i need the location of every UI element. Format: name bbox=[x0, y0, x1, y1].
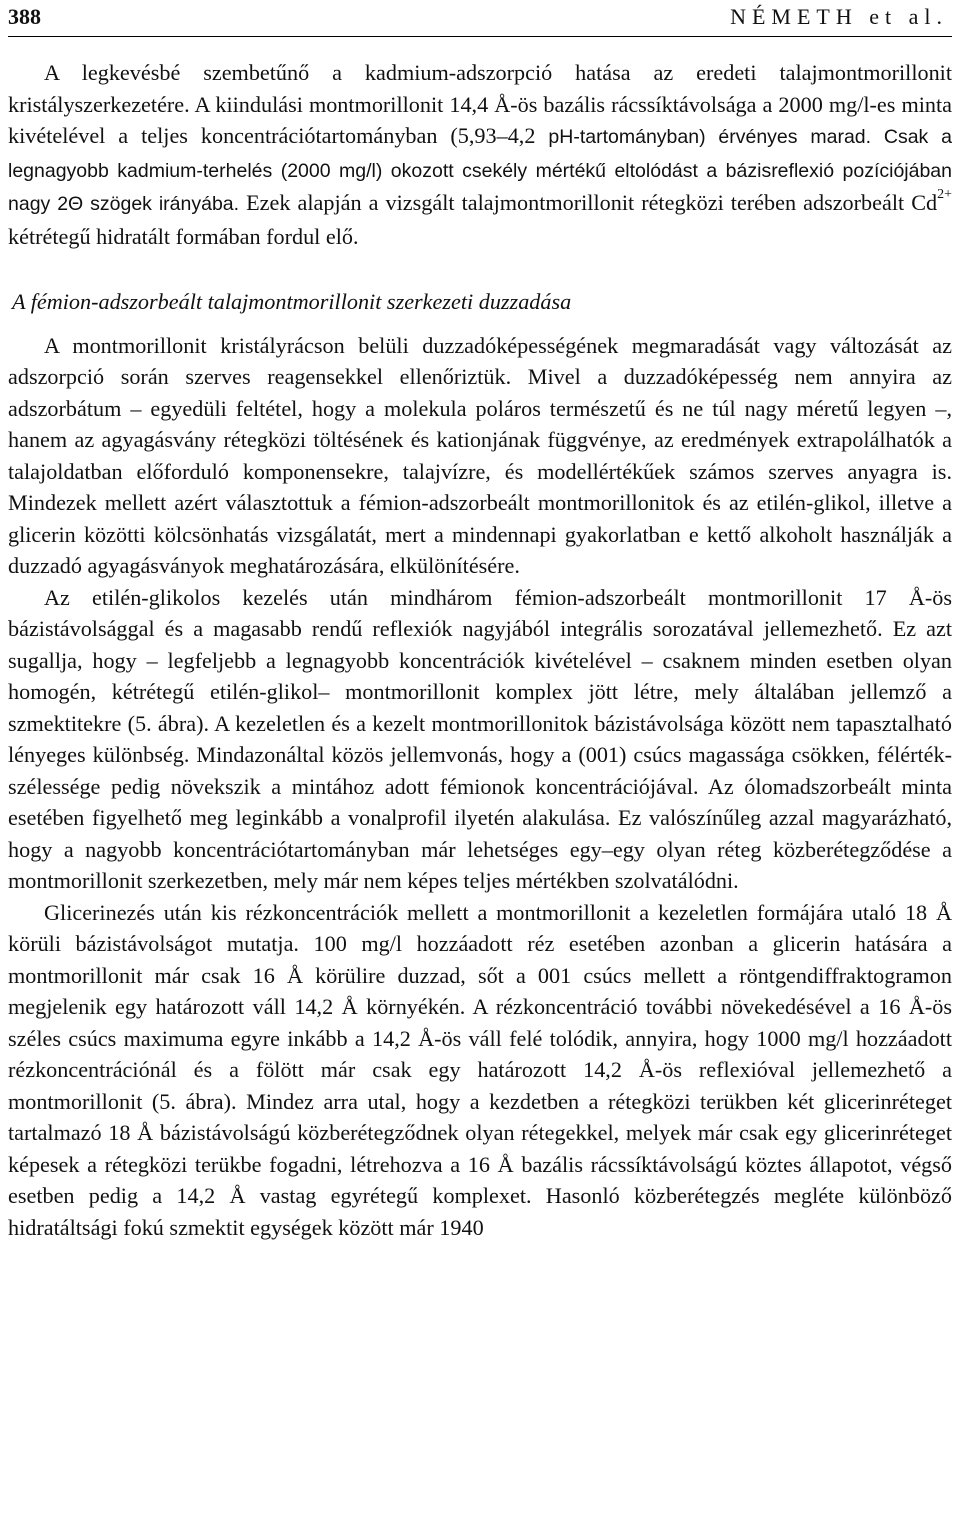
paragraph-3: Az etilén-glikolos kezelés után mindhárom fémion-adszorbeált montmorillonit 17 Å-ös bázistávolsággal és a magasabb rendű reflexiók nagyjából integrális sorozatával jellemezhető. Ez azt sugallja, hogy – legfeljebb a legnagyobb koncentrációk kivételével – csaknem minden esetben olyan homogén, kétrétegű etilén-glikol– montmorillonit komplex jött létre, mely általában jellemző a szmektitekre (5. ábra). A kezeletlen és a kezelt montmorillonitok bázistávolsága között nem tapasztalható lényeges különbség. Mindazonáltal közös jellemvonás, hogy a (001) csúcs magassága csökken, félérték-szélessége pedig növekszik a mintához adott fémionok koncentrációjával. Az ólomadszorbeált minta esetében figyelhető meg leginkább a vonalprofil ilyetén alakulása. Ez valószínűleg azzal magyarázható, hogy a nagyobb koncentrációtartományban már lehetséges egy–egy olyan réteg közberétegződése a montmorillonit szerkezetben, mely már nem képes teljes mértékben szolvatálódni. bbox=[8, 584, 952, 893]
paragraph-4: Glicerinezés után kis rézkoncentrációk mellett a montmorillonit a kezeletlen formájára utaló 18 Å körüli bázistávolságot mutatja. 100 mg/l hozzáadott réz esetében azonban a glicerin hatására a montmorillonit már csak 16 Å körülire duzzad, sőt a 001 csúcs mellett a röntgendiffraktogramon megjelenik egy határozott váll 14,2 Å környékén. A rézkoncentráció további növekedésével a 16 Å-ös széles csúcs maximuma egyre inkább a 14,2 Å-ös váll felé tolódik, annyira, hogy 1000 mg/l hozzáadott rézkoncentrációnál és a fölött már csak egy határozott 14,2 Å-ös reflexióval jellemezhető a montmorillonit (5. ábra). Mindez arra utal, hogy a kezdetben a rétegközi terükben két glicerinréteget tartalmazó 18 Å bázistávolságú közberétegződnek olyan rétegekkel, melyek már csak egy glicerinréteget képesek a rétegközi terükbe fogadni, létrehozva a 16 Å bazális rácssíktávolságú köztes állapotot, végső esetben pedig a 14,2 Å vastag egyrétegű komplexet. Hasonló közberétegzés megléte különböző hidratáltsági fokú szmektit egységek között már 1940 bbox=[8, 899, 952, 1240]
page bbox=[8, 0, 952, 1243]
paragraph-1-part-1: A legkevésbé szembetűnő a kadmium-adszorpció hatása az eredeti talajmontmorillonit kristályszerkezetére. A kiindulási montmorillonit 14,4 Å-ös bazális rácssíktávolsága a 2000 mg/l-es minta kivételével a teljes koncentrációtartományban (5,93–4,2 bbox=[8, 60, 952, 148]
paragraph-1 bbox=[8, 57, 952, 252]
paragraph-1-sans-text: pH-tartományban) érvényes marad. Csak a legnagyobb kadmium-terhelés (2000 mg/l) okozott csekély mértékű eltolódást a bázisreflexió pozíciójában nagy 2Θ szögek irányába. bbox=[8, 126, 952, 215]
paragraph-1-part-3: kétrétegű hidratált formában fordul elő. bbox=[8, 223, 359, 249]
page-number: 388 bbox=[8, 4, 41, 29]
paragraph-1-part-2: Ezek alapján a vizsgált talajmontmorillonit rétegközi terében adszorbeált Cd bbox=[239, 190, 938, 215]
cd-charge-superscript: 2+ bbox=[937, 186, 952, 202]
page-header bbox=[8, 0, 952, 37]
article-body bbox=[8, 57, 952, 1243]
paragraph-2: A montmorillonit kristályrácson belüli duzzadóképességének megmaradását vagy változását az adszorpció során szerves reagensekkel ellenőriztük. Mivel a duzzadóképesség nem annyira az adszorbátum – egyedüli feltétel, hogy a molekula poláros természetű és ne túl nagy méretű legyen –, hanem az agyagásvány rétegközi töltésének és kationjának függvénye, az eredmények extrapolálhatók a talajoldatban előforduló komponensekre, talajvízre, és modellértékűek számos szerves anyagra is. Mindezek mellett azért választottuk a fémion-adszorbeált montmorillonitok és az etilén-glikol, illetve a glicerin közötti kölcsönhatás vizsgálatát, mert a mindennapi gyakorlatban e kettő alkoholt használják a duzzadó agyagásványok meghatározására, elkülönítésére. bbox=[8, 332, 952, 578]
running-head: NÉMETH et al. bbox=[730, 4, 948, 29]
section-title: A fémion-adszorbeált talajmontmorillonit szerkezeti duzzadása bbox=[12, 289, 572, 314]
